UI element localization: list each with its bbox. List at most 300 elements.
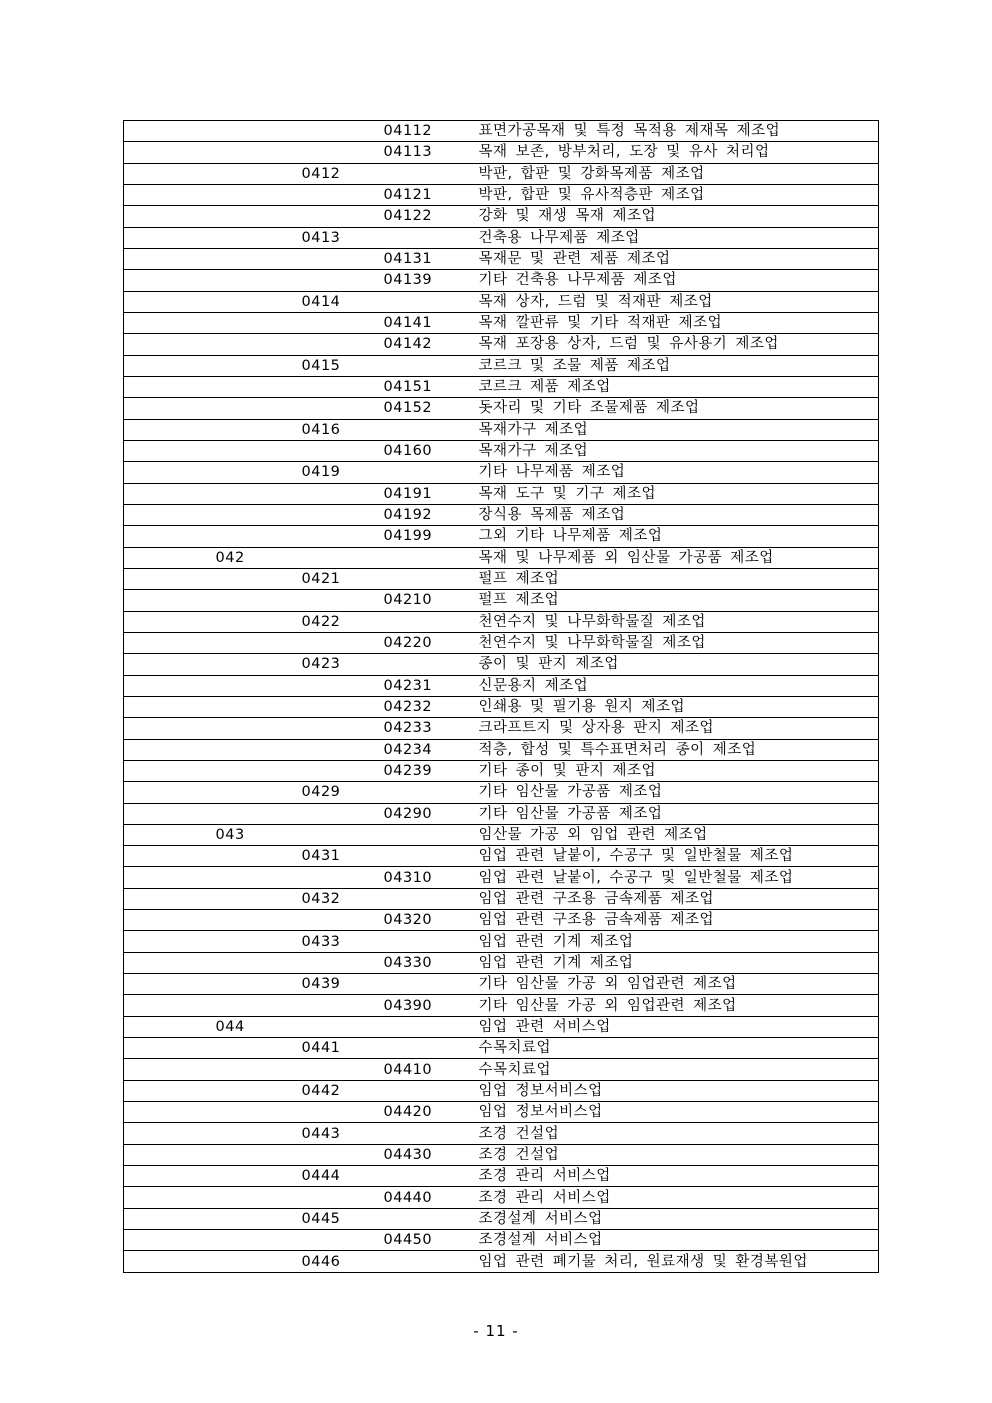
empty-cell — [124, 568, 213, 589]
page-number: - 11 - — [473, 1322, 519, 1340]
empty-cell — [213, 1251, 299, 1272]
classification-code: 04220 — [381, 632, 477, 653]
empty-cell — [299, 184, 381, 205]
empty-cell — [213, 334, 299, 355]
table-row — [124, 1187, 879, 1208]
classification-code: 04139 — [381, 270, 477, 291]
empty-cell — [381, 846, 477, 867]
table-row — [124, 760, 879, 781]
empty-cell — [299, 1059, 381, 1080]
empty-cell — [299, 590, 381, 611]
classification-name: 조경 건설업 — [477, 1123, 879, 1144]
classification-code: 04152 — [381, 398, 477, 419]
classification-code: 0443 — [299, 1123, 381, 1144]
classification-name: 박판, 합판 및 유사적층판 제조업 — [477, 184, 879, 205]
classification-code: 0442 — [299, 1080, 381, 1101]
classification-name: 조경설계 서비스업 — [477, 1208, 879, 1229]
empty-cell — [124, 206, 213, 227]
empty-cell — [299, 483, 381, 504]
empty-cell — [213, 1080, 299, 1101]
empty-cell — [213, 1123, 299, 1144]
empty-cell — [213, 718, 299, 739]
table-row — [124, 824, 879, 845]
empty-cell — [299, 440, 381, 461]
classification-name: 목재 상자, 드럼 및 적재판 제조업 — [477, 291, 879, 312]
empty-cell — [124, 184, 213, 205]
empty-cell — [299, 718, 381, 739]
empty-cell — [124, 248, 213, 269]
classification-name: 조경 관리 서비스업 — [477, 1187, 879, 1208]
classification-name: 신문용지 제조업 — [477, 675, 879, 696]
empty-cell — [299, 632, 381, 653]
empty-cell — [213, 568, 299, 589]
empty-cell — [124, 1123, 213, 1144]
classification-code: 04290 — [381, 803, 477, 824]
classification-name: 임업 관련 구조용 금속제품 제조업 — [477, 888, 879, 909]
classification-name: 펄프 제조업 — [477, 590, 879, 611]
empty-cell — [381, 568, 477, 589]
classification-name: 임업 정보서비스업 — [477, 1080, 879, 1101]
empty-cell — [299, 206, 381, 227]
table-row — [124, 1102, 879, 1123]
classification-code: 04450 — [381, 1230, 477, 1251]
table-row — [124, 1080, 879, 1101]
empty-cell — [124, 291, 213, 312]
table-body — [124, 121, 879, 1273]
empty-cell — [124, 547, 213, 568]
classification-code: 04234 — [381, 739, 477, 760]
table-row — [124, 803, 879, 824]
empty-cell — [124, 355, 213, 376]
classification-name: 인쇄용 및 필기용 원지 제조업 — [477, 696, 879, 717]
empty-cell — [124, 398, 213, 419]
classification-code: 043 — [213, 824, 299, 845]
empty-cell — [124, 1144, 213, 1165]
classification-code: 04233 — [381, 718, 477, 739]
empty-cell — [124, 142, 213, 163]
classification-name: 돗자리 및 기타 조물제품 제조업 — [477, 398, 879, 419]
classification-code: 04430 — [381, 1144, 477, 1165]
empty-cell — [213, 760, 299, 781]
empty-cell — [213, 270, 299, 291]
empty-cell — [213, 739, 299, 760]
classification-name: 목재 깔판류 및 기타 적재판 제조업 — [477, 312, 879, 333]
classification-code: 04440 — [381, 1187, 477, 1208]
table-row — [124, 952, 879, 973]
classification-name: 천연수지 및 나무화학물질 제조업 — [477, 611, 879, 632]
empty-cell — [124, 1102, 213, 1123]
table-row — [124, 782, 879, 803]
empty-cell — [213, 952, 299, 973]
empty-cell — [213, 1230, 299, 1251]
empty-cell — [124, 526, 213, 547]
empty-cell — [213, 312, 299, 333]
empty-cell — [124, 888, 213, 909]
classification-name: 박판, 합판 및 강화목제품 제조업 — [477, 163, 879, 184]
table-row — [124, 611, 879, 632]
table-row — [124, 121, 879, 142]
empty-cell — [381, 419, 477, 440]
empty-cell — [213, 995, 299, 1016]
classification-code: 0445 — [299, 1208, 381, 1229]
table-row — [124, 931, 879, 952]
table-row — [124, 312, 879, 333]
empty-cell — [213, 1059, 299, 1080]
empty-cell — [299, 334, 381, 355]
classification-code: 04330 — [381, 952, 477, 973]
classification-code: 04410 — [381, 1059, 477, 1080]
empty-cell — [124, 1059, 213, 1080]
empty-cell — [124, 739, 213, 760]
table-row — [124, 654, 879, 675]
classification-code: 04390 — [381, 995, 477, 1016]
empty-cell — [213, 974, 299, 995]
empty-cell — [299, 803, 381, 824]
classification-name: 기타 건축용 나무제품 제조업 — [477, 270, 879, 291]
empty-cell — [299, 248, 381, 269]
empty-cell — [381, 227, 477, 248]
empty-cell — [381, 1208, 477, 1229]
classification-name: 기타 임산물 가공 외 임업관련 제조업 — [477, 995, 879, 1016]
empty-cell — [124, 867, 213, 888]
empty-cell — [213, 632, 299, 653]
classification-name: 조경 관리 서비스업 — [477, 1166, 879, 1187]
classification-code: 0433 — [299, 931, 381, 952]
classification-name: 조경설계 서비스업 — [477, 1230, 879, 1251]
classification-name: 코르크 제품 제조업 — [477, 376, 879, 397]
table-row — [124, 142, 879, 163]
classification-code: 0416 — [299, 419, 381, 440]
table-row — [124, 440, 879, 461]
empty-cell — [299, 526, 381, 547]
classification-name: 목재 및 나무제품 외 임산물 가공품 제조업 — [477, 547, 879, 568]
classification-code: 04239 — [381, 760, 477, 781]
empty-cell — [299, 739, 381, 760]
empty-cell — [381, 974, 477, 995]
empty-cell — [381, 355, 477, 376]
empty-cell — [299, 867, 381, 888]
empty-cell — [299, 995, 381, 1016]
table-row — [124, 568, 879, 589]
classification-name: 기타 임산물 가공품 제조업 — [477, 803, 879, 824]
empty-cell — [299, 142, 381, 163]
table-row — [124, 419, 879, 440]
empty-cell — [213, 398, 299, 419]
empty-cell — [124, 121, 213, 142]
empty-cell — [213, 227, 299, 248]
empty-cell — [299, 376, 381, 397]
empty-cell — [213, 931, 299, 952]
empty-cell — [213, 910, 299, 931]
classification-name: 목재가구 제조업 — [477, 419, 879, 440]
table-row — [124, 974, 879, 995]
table-row — [124, 1059, 879, 1080]
empty-cell — [213, 526, 299, 547]
empty-cell — [381, 547, 477, 568]
empty-cell — [299, 1187, 381, 1208]
classification-code: 0422 — [299, 611, 381, 632]
empty-cell — [299, 1144, 381, 1165]
empty-cell — [124, 952, 213, 973]
classification-code: 04122 — [381, 206, 477, 227]
classification-code: 04191 — [381, 483, 477, 504]
empty-cell — [213, 1187, 299, 1208]
classification-code: 04192 — [381, 504, 477, 525]
table-row — [124, 867, 879, 888]
empty-cell — [124, 1038, 213, 1059]
table-row — [124, 590, 879, 611]
classification-name: 기타 종이 및 판지 제조업 — [477, 760, 879, 781]
classification-code: 04231 — [381, 675, 477, 696]
empty-cell — [299, 760, 381, 781]
empty-cell — [213, 803, 299, 824]
classification-name: 그외 기타 나무제품 제조업 — [477, 526, 879, 547]
classification-name: 크라프트지 및 상자용 판지 제조업 — [477, 718, 879, 739]
table-row — [124, 163, 879, 184]
classification-code: 04113 — [381, 142, 477, 163]
classification-name: 목재 포장용 상자, 드럼 및 유사용기 제조업 — [477, 334, 879, 355]
classification-code: 04310 — [381, 867, 477, 888]
industry-classification-table — [123, 120, 879, 1273]
empty-cell — [124, 632, 213, 653]
classification-name: 목재 보존, 방부처리, 도장 및 유사 처리업 — [477, 142, 879, 163]
table-row — [124, 270, 879, 291]
empty-cell — [213, 419, 299, 440]
table-row — [124, 632, 879, 653]
table-row — [124, 376, 879, 397]
empty-cell — [299, 824, 381, 845]
classification-name: 목재문 및 관련 제품 제조업 — [477, 248, 879, 269]
classification-code: 042 — [213, 547, 299, 568]
empty-cell — [381, 824, 477, 845]
empty-cell — [124, 995, 213, 1016]
empty-cell — [124, 974, 213, 995]
empty-cell — [124, 1166, 213, 1187]
empty-cell — [381, 782, 477, 803]
classification-name: 강화 및 재생 목재 제조업 — [477, 206, 879, 227]
classification-name: 임산물 가공 외 임업 관련 제조업 — [477, 824, 879, 845]
table-row — [124, 227, 879, 248]
classification-name: 코르크 및 조물 제품 제조업 — [477, 355, 879, 376]
empty-cell — [381, 462, 477, 483]
empty-cell — [299, 675, 381, 696]
classification-name: 기타 임산물 가공 외 임업관련 제조업 — [477, 974, 879, 995]
classification-code: 0444 — [299, 1166, 381, 1187]
empty-cell — [213, 483, 299, 504]
empty-cell — [213, 675, 299, 696]
classification-code: 0415 — [299, 355, 381, 376]
empty-cell — [213, 888, 299, 909]
empty-cell — [213, 654, 299, 675]
empty-cell — [124, 1230, 213, 1251]
empty-cell — [124, 334, 213, 355]
empty-cell — [124, 504, 213, 525]
empty-cell — [381, 1080, 477, 1101]
table-row — [124, 1230, 879, 1251]
table-row — [124, 355, 879, 376]
classification-code: 04121 — [381, 184, 477, 205]
table-row — [124, 526, 879, 547]
empty-cell — [124, 718, 213, 739]
empty-cell — [124, 1208, 213, 1229]
table-row — [124, 398, 879, 419]
classification-name: 종이 및 판지 제조업 — [477, 654, 879, 675]
empty-cell — [124, 910, 213, 931]
empty-cell — [124, 803, 213, 824]
table-row — [124, 483, 879, 504]
empty-cell — [124, 376, 213, 397]
empty-cell — [124, 824, 213, 845]
table-row — [124, 995, 879, 1016]
empty-cell — [124, 312, 213, 333]
table-row — [124, 696, 879, 717]
classification-name: 목재 도구 및 기구 제조업 — [477, 483, 879, 504]
classification-code: 0439 — [299, 974, 381, 995]
classification-code: 0413 — [299, 227, 381, 248]
classification-code: 04320 — [381, 910, 477, 931]
empty-cell — [124, 462, 213, 483]
empty-cell — [381, 1038, 477, 1059]
table-row — [124, 1166, 879, 1187]
table-row — [124, 547, 879, 568]
empty-cell — [124, 675, 213, 696]
empty-cell — [213, 867, 299, 888]
table-row — [124, 1144, 879, 1165]
empty-cell — [213, 590, 299, 611]
classification-code: 04151 — [381, 376, 477, 397]
empty-cell — [381, 931, 477, 952]
table-row — [124, 248, 879, 269]
classification-name: 기타 나무제품 제조업 — [477, 462, 879, 483]
empty-cell — [213, 206, 299, 227]
classification-name: 임업 관련 구조용 금속제품 제조업 — [477, 910, 879, 931]
classification-code: 04142 — [381, 334, 477, 355]
empty-cell — [124, 931, 213, 952]
classification-code: 0429 — [299, 782, 381, 803]
table-row — [124, 1038, 879, 1059]
classification-name: 임업 관련 날붙이, 수공구 및 일반철물 제조업 — [477, 867, 879, 888]
classification-name: 적층, 합성 및 특수표면처리 종이 제조업 — [477, 739, 879, 760]
classification-code: 0432 — [299, 888, 381, 909]
classification-code: 04131 — [381, 248, 477, 269]
empty-cell — [213, 291, 299, 312]
empty-cell — [381, 888, 477, 909]
table-row — [124, 1208, 879, 1229]
empty-cell — [124, 782, 213, 803]
classification-code: 04160 — [381, 440, 477, 461]
empty-cell — [381, 654, 477, 675]
empty-cell — [381, 1123, 477, 1144]
classification-name: 목재가구 제조업 — [477, 440, 879, 461]
table-row — [124, 184, 879, 205]
classification-code: 0412 — [299, 163, 381, 184]
empty-cell — [299, 504, 381, 525]
empty-cell — [213, 248, 299, 269]
empty-cell — [381, 163, 477, 184]
classification-name: 임업 관련 서비스업 — [477, 1016, 879, 1037]
empty-cell — [299, 312, 381, 333]
classification-code: 0431 — [299, 846, 381, 867]
classification-code: 04232 — [381, 696, 477, 717]
table-row — [124, 1016, 879, 1037]
empty-cell — [299, 398, 381, 419]
empty-cell — [124, 1251, 213, 1272]
table-row — [124, 462, 879, 483]
empty-cell — [213, 1038, 299, 1059]
empty-cell — [381, 611, 477, 632]
empty-cell — [299, 270, 381, 291]
empty-cell — [124, 1016, 213, 1037]
empty-cell — [299, 1016, 381, 1037]
empty-cell — [124, 227, 213, 248]
empty-cell — [381, 1251, 477, 1272]
empty-cell — [124, 654, 213, 675]
classification-code: 0421 — [299, 568, 381, 589]
empty-cell — [213, 1166, 299, 1187]
empty-cell — [124, 419, 213, 440]
classification-code: 04199 — [381, 526, 477, 547]
classification-name: 임업 관련 폐기물 처리, 원료재생 및 환경복원업 — [478, 1253, 808, 1270]
empty-cell — [213, 1102, 299, 1123]
table-row — [124, 504, 879, 525]
classification-code: 0446 — [301, 1253, 341, 1270]
classification-name: 장식용 목제품 제조업 — [477, 504, 879, 525]
empty-cell — [124, 696, 213, 717]
table-row — [124, 291, 879, 312]
empty-cell — [213, 163, 299, 184]
empty-cell — [124, 1080, 213, 1101]
empty-cell — [213, 184, 299, 205]
classification-name: 건축용 나무제품 제조업 — [477, 227, 879, 248]
classification-name: 수목치료업 — [477, 1038, 879, 1059]
table-row — [124, 846, 879, 867]
classification-name: 임업 관련 기계 제조업 — [477, 931, 879, 952]
empty-cell — [124, 590, 213, 611]
empty-cell — [124, 846, 213, 867]
table-row — [124, 334, 879, 355]
classification-code: 04420 — [381, 1102, 477, 1123]
classification-name: 천연수지 및 나무화학물질 제조업 — [477, 632, 879, 653]
table-row — [124, 910, 879, 931]
classification-name: 임업 관련 날붙이, 수공구 및 일반철물 제조업 — [477, 846, 879, 867]
classification-name: 기타 임산물 가공품 제조업 — [477, 782, 879, 803]
classification-name: 조경 건설업 — [477, 1144, 879, 1165]
empty-cell — [299, 910, 381, 931]
empty-cell — [299, 1230, 381, 1251]
empty-cell — [299, 547, 381, 568]
classification-code: 044 — [213, 1016, 299, 1037]
empty-cell — [213, 440, 299, 461]
empty-cell — [213, 504, 299, 525]
classification-name: 펄프 제조업 — [477, 568, 879, 589]
empty-cell — [213, 121, 299, 142]
empty-cell — [213, 846, 299, 867]
classification-code: 04112 — [381, 121, 477, 142]
empty-cell — [213, 142, 299, 163]
classification-name: 임업 관련 기계 제조업 — [477, 952, 879, 973]
empty-cell — [381, 291, 477, 312]
empty-cell — [124, 483, 213, 504]
table-row — [124, 206, 879, 227]
empty-cell — [299, 121, 381, 142]
empty-cell — [124, 440, 213, 461]
classification-code: 0441 — [299, 1038, 381, 1059]
empty-cell — [299, 696, 381, 717]
empty-cell — [381, 1166, 477, 1187]
empty-cell — [213, 462, 299, 483]
table-row — [124, 888, 879, 909]
empty-cell — [213, 376, 299, 397]
